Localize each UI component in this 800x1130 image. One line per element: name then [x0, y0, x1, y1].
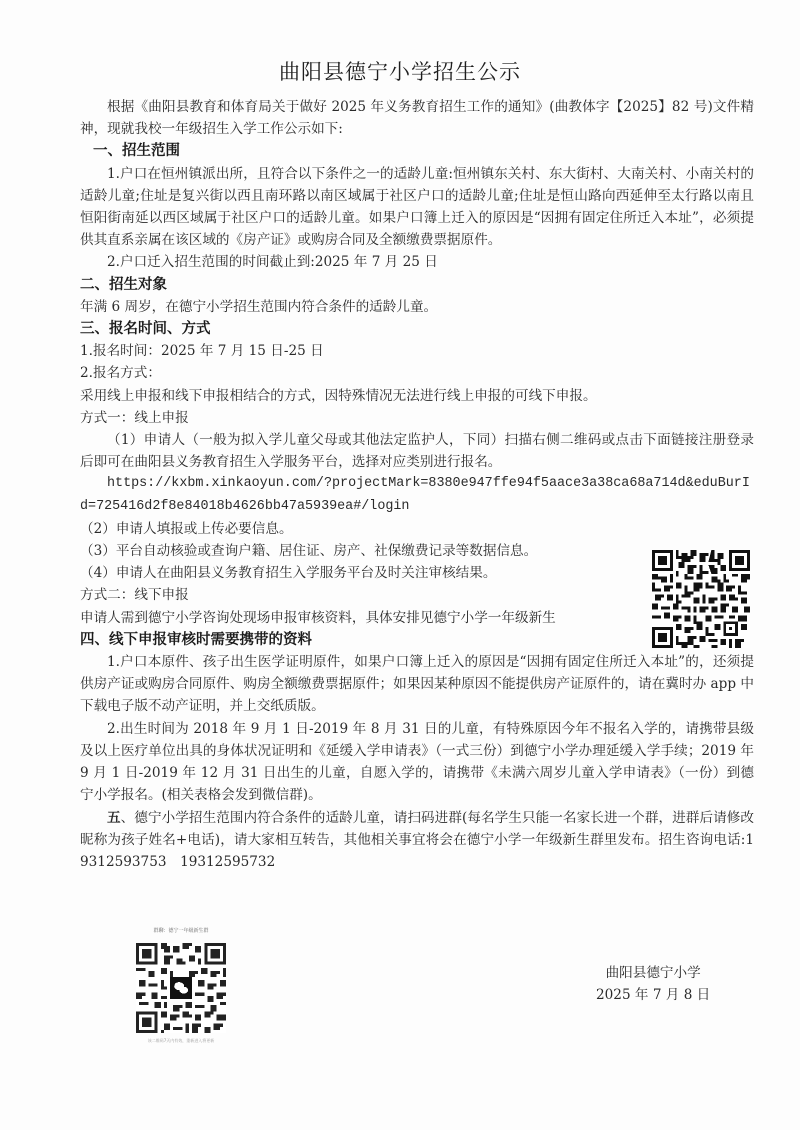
wechat-qr-code-icon[interactable]: [136, 943, 226, 1033]
page-title: 曲阳县德宁小学招生公示: [279, 60, 521, 84]
signature-date: 2025 年 7 月 8 日: [596, 987, 711, 1003]
materials-item-1: 1.户口本原件、孩子出生医学证明原件，如果户口簿上迁入的原因是“因拥有固定住所迁入本址”的，还须提供房产证或购房合同原件、购房全额缴费票据原件；如果因某种原因不能提供房产证原件的，请在冀时办 app 中下载电子版不动产证明，并上交纸质版。: [80, 654, 754, 715]
method-offline-label: 方式二：线下申报: [80, 587, 189, 604]
qr-code-icon[interactable]: [652, 550, 750, 648]
signature-org: 曲阳县德宁小学: [605, 965, 701, 981]
group-text: 、德宁小学招生范围内符合条件的适龄儿童，请扫码进群(每名学生只能一名家长进一个群，进群后请修改昵称为孩子姓名+电话)，请大家相互转告，其他相关事宜将会在德宁小学一年级新生群里发布。招生咨询电话:19312593753 19312595732: [80, 809, 754, 870]
method-offline-text: 申请人需到德宁小学咨询处现场申报审核资料，具体安排见德宁小学一年级新生: [80, 609, 556, 626]
scope-item-2: 2.户口迁入招生范围的时间截止到:2025 年 7 月 25 日: [107, 254, 438, 271]
section-heading-materials: 四、线下申报审核时需要携带的资料: [80, 631, 312, 648]
section-heading-group: 五: [107, 809, 121, 826]
materials-item-2: 2.出生时间为 2018 年 9 月 1 日-2019 年 8 月 31 日的儿童，有特殊原因今年不报名入学的，请携带县级及以上医疗单位出具的身体状况证明和《延缓入学申请表》（一式三份）到德宁小学办理延缓入学手续；2019 年 9 月 1 日-2019 年 12 月 31 日出生的儿童，自愿入学的，请携带《未满六周岁儿童入学申请表》（一份）到德宁小学报名。(相关表格会发到微信群)。: [80, 720, 754, 804]
signature-block: [596, 962, 710, 1006]
registration-method-label: 2.报名方式：: [80, 365, 161, 382]
section-heading-registration: 三、报名时间、方式: [80, 321, 211, 338]
group-qr-footer: 该二维码7天内有效，重新进入将更新: [147, 1038, 215, 1043]
online-step-1: （1）申请人（一般为拟入学儿童父母或其他法定监护人，下同）扫描右侧二维码或点击下面链接注册登录后即可在曲阳县义务教育招生入学服务平台，选择对应类别进行报名。: [80, 432, 754, 471]
registration-time: 1.报名时间：2025 年 7 月 15 日-25 日: [80, 343, 324, 360]
section-heading-scope: 一、招生范围: [93, 143, 180, 160]
online-step-3: （3）平台自动核验或查询户籍、居住证、房产、社保缴费记录等数据信息。: [80, 543, 538, 560]
online-step-4: （4）申请人在曲阳县义务教育招生入学服务平台及时关注审核结果。: [80, 565, 497, 582]
target-text: 年满 6 周岁，在德宁小学招生范围内符合条件的适龄儿童。: [80, 298, 438, 315]
scope-item-1: 1.户口在恒州镇派出所，且符合以下条件之一的适龄儿童:恒州镇东关村、东大街村、大南关村、小南关村的适龄儿童;住址是复兴街以西且南环路以南区域属于社区户口的适龄儿童;住址是恒山路向西延伸至太行路以南且恒阳街南延以西区域属于社区户口的适龄儿童。如果户口簿上迁入的原因是“因拥有固定住所迁入本址”，必须提供其直系亲属在该区域的《房产证》或购房合同及全额缴费票据原件。: [80, 165, 754, 249]
registration-method-text: 采用线上申报和线下申报相结合的方式，因特殊情况无法进行线上申报的可线下申报。: [80, 387, 597, 404]
notice-body: [80, 96, 754, 873]
section-group-paragraph: [80, 807, 754, 874]
section-heading-target: 二、招生对象: [80, 276, 167, 293]
online-step-2: （2）申请人填报或上传必要信息。: [80, 520, 293, 537]
registration-link[interactable]: https://kxbm.xinkaoyun.com/?projectMark=8380e947ffe94f5aace3a38ca68a714d&eduBurId=725416d2f8e84018b4626bb47a5939ea#/login: [80, 476, 750, 514]
group-qr-caption: 群聊：德宁一年级新生群: [153, 928, 209, 934]
method-online-label: 方式一：线上申报: [80, 409, 189, 426]
group-qr-card: [128, 926, 234, 1054]
intro-paragraph: 根据《曲阳县教育和体育局关于做好 2025 年义务教育招生工作的通知》(曲教体字【2025】82 号)文件精神，现就我校一年级招生入学工作公示如下:: [80, 99, 754, 138]
